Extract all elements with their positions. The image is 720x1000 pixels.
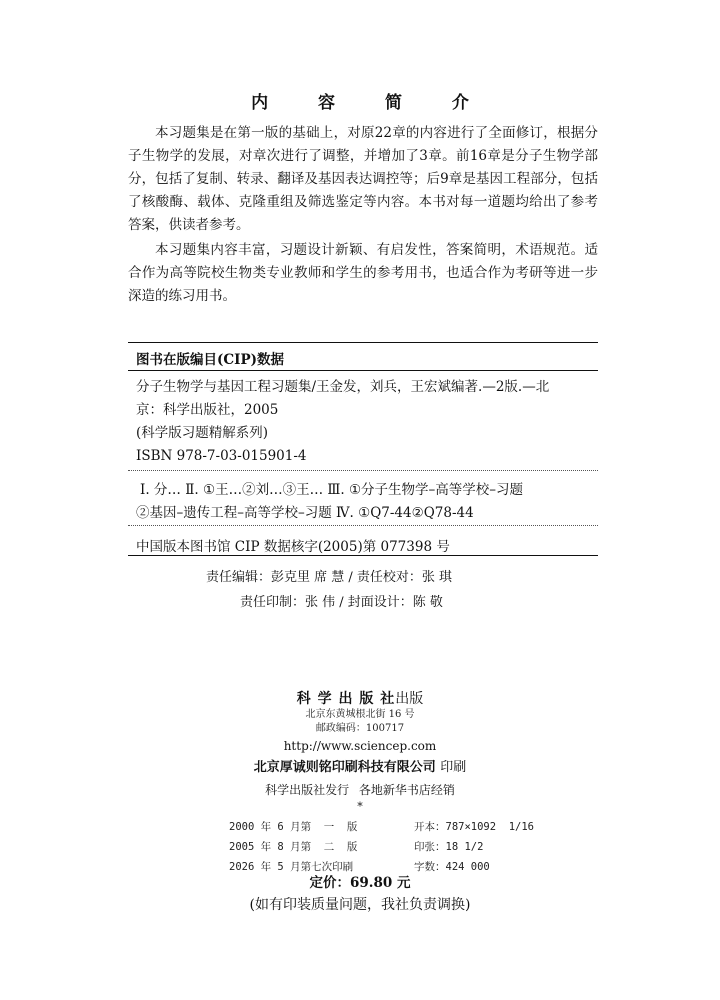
publisher-url: http://www.sciencep.com bbox=[283, 739, 437, 753]
publisher-block bbox=[0, 688, 720, 813]
edition-row bbox=[229, 837, 534, 857]
edition-date: 2005 年 8 月第 二 版 bbox=[229, 841, 358, 853]
edition-spec: 印张：18 1/2 bbox=[414, 841, 484, 853]
cip-classification: ②基因–遗传工程–高等学校–习题 Ⅳ. ①Q7-44②Q78-44 bbox=[136, 505, 474, 521]
price: 定价：69.80 元 bbox=[309, 875, 411, 891]
credits bbox=[0, 565, 720, 615]
credits-editors: 责任编辑：彭克里 席 慧 / 责任校对：张 琪 bbox=[206, 570, 453, 585]
summary-body bbox=[128, 122, 598, 308]
separator-star: * bbox=[357, 800, 363, 813]
cip-top-rule bbox=[128, 342, 598, 343]
cip-data-block bbox=[136, 376, 594, 559]
cip-series: (科学版习题精解系列) bbox=[136, 425, 269, 441]
publisher-address: 北京东黄城根北街 16 号 bbox=[305, 709, 415, 720]
cip-classification: Ⅰ. 分… Ⅱ. ①王…②刘…③王… Ⅲ. ①分子生物学–高等学校–习题 bbox=[140, 482, 524, 498]
printer-name: 北京厚诚则铭印刷科技有限公司 bbox=[253, 760, 436, 775]
printer-line bbox=[0, 757, 720, 779]
distribution: 科学出版社发行 各地新华书店经销 bbox=[265, 783, 455, 797]
printer-suffix: 印刷 bbox=[440, 760, 467, 775]
cip-record: 中国版本图书馆 CIP 数据核字(2005)第 077398 号 bbox=[136, 539, 450, 555]
publisher-name: 科 学 出 版 社 bbox=[296, 691, 396, 707]
publisher-suffix: 出版 bbox=[395, 691, 424, 707]
publisher-postcode: 邮政编码：100717 bbox=[315, 723, 405, 734]
cip-heading-rule bbox=[128, 370, 598, 371]
cip-line: 京：科学出版社，2005 bbox=[136, 402, 279, 418]
credits-production: 责任印制：张 伟 / 封面设计：陈 敬 bbox=[240, 595, 443, 610]
edition-spec: 开本：787×1092 1/16 bbox=[414, 821, 535, 833]
cip-bottom-rule bbox=[128, 555, 598, 556]
cip-line: 分子生物学与基因工程习题集/王金发，刘兵，王宏斌编著.—2版.—北 bbox=[136, 379, 550, 395]
edition-date: 2000 年 6 月第 一 版 bbox=[229, 821, 358, 833]
publisher-name-line bbox=[0, 688, 720, 708]
edition-table bbox=[229, 817, 534, 877]
cip-divider bbox=[128, 525, 598, 526]
summary-title: 内 容 简 介 bbox=[251, 93, 491, 113]
edition-spec: 字数：424 000 bbox=[414, 861, 490, 873]
edition-row bbox=[229, 817, 534, 837]
edition-date: 2026 年 5 月第七次印刷 bbox=[229, 861, 354, 873]
quality-note: (如有印装质量问题，我社负责调换) bbox=[249, 897, 471, 913]
summary-paragraph: 本习题集是在第一版的基础上，对原22章的内容进行了全面修订，根据分子生物学的发展，对章次进行了调整，并增加了3章。前16章是分子生物学部分，包括了复制、转录、翻译及基因表达调控等；后9章是基因工程部分，包括了核酸酶、载体、克隆重组及筛选鉴定等内容。本书对每一道题均给出了参考答案，供读者参考。 bbox=[128, 125, 598, 233]
cip-divider bbox=[128, 470, 598, 471]
cip-isbn: ISBN 978-7-03-015901-4 bbox=[136, 448, 307, 464]
cip-heading: 图书在版编目(CIP)数据 bbox=[136, 352, 284, 368]
summary-paragraph: 本习题集内容丰富，习题设计新颖、有启发性，答案简明，术语规范。适合作为高等院校生物类专业教师和学生的参考用书，也适合作为考研等进一步深造的练习用书。 bbox=[128, 242, 598, 304]
